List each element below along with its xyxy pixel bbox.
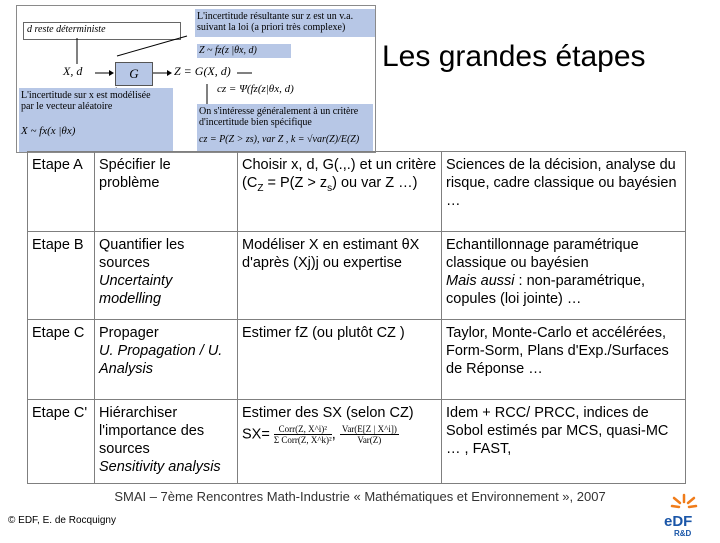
step-label: Etape C' — [28, 400, 95, 484]
step-applications: Taylor, Monte-Carlo et accélérées, Form-Sorm, Plans d'Exp./Surfaces de Réponse … — [442, 320, 686, 400]
step-label: Etape B — [28, 232, 95, 320]
sensitivity-index-label: SX= — [242, 426, 270, 443]
model-output: Z = G(X, d) — [174, 64, 231, 78]
cz-formula: cz = Ψ(fz(z|θx, d) — [217, 83, 294, 95]
table-row — [28, 232, 686, 320]
step-applications: Sciences de la décision, analyse du risque, cadre classique ou bayésien … — [442, 152, 686, 232]
logo-text: eDF — [664, 513, 693, 530]
fz-formula: Z ~ fz(z |θx, d) — [197, 44, 291, 58]
formula-variance: $\frac{\text{Var(E[Z | X\textasciicircum{}i])}}{\text{Var(Z)}}$ — [341, 424, 397, 445]
footer-text: SMAI – 7ème Rencontres Math-Industrie « Mathématiques et Environnement », 2007 — [114, 489, 606, 504]
step-method: Choisir x, d, G(.,.) et un critère ($C_Z = P(Z > z_s)$ ou var Z …) — [238, 152, 442, 232]
deterministic-label: d reste déterministe — [23, 22, 181, 40]
step-method: Modéliser X en estimant θX d'après (Xj)j ou expertise — [238, 232, 442, 320]
step-task: Spécifier le problème — [95, 152, 238, 232]
step-task: Quantifier les sources Uncertainty modelling — [95, 232, 238, 320]
uncertainty-diagram — [16, 5, 376, 153]
model-g-box: G — [115, 62, 153, 86]
formula-correlation: $\frac{\text{Corr(Z, X\textasciicircum{}i)²}}{\text{Σ Corr(Z, X\textasciicircum{}k)²}}$ — [273, 424, 332, 445]
step-task: Propager U. Propagation / U. Analysis — [95, 320, 238, 400]
copyright: © EDF, E. de Rocquigny — [8, 515, 116, 526]
step-method: Estimer des SX (selon CZ) SX= $\frac{\text{Corr(Z, X\textasciicircum{}i)²}}{\text{Σ Corr(Z, X\textasciicircum{}k)²}}$ , $\frac{\text{Var(E[Z | X\textasciicircum{}i])}}{\text{Var(Z)}}$ — [238, 400, 442, 484]
steps-table — [27, 151, 686, 484]
edf-logo — [660, 493, 710, 538]
logo-subtext: R&D — [674, 529, 692, 538]
table-row — [28, 320, 686, 400]
table-row — [28, 152, 686, 232]
table-row — [28, 400, 686, 484]
resulting-uncertainty-box: L'incertitude résultante sur z est un v.a. suivant la loi (a priori très complexe) — [195, 9, 375, 37]
step-label: Etape C — [28, 320, 95, 400]
step-task: Hiérarchiser l'importance des sources Sensitivity analysis — [95, 400, 238, 484]
input-uncertainty-box: L'incertitude sur x est modélisée par le vecteur aléatoire X ~ fx(x |θx) — [19, 88, 173, 152]
criterion-box: On s'intéresse généralement à un critère d'incertitude bien spécifique cz = P(Z > zs), var Z , k = √var(Z)/E(Z) — [197, 104, 373, 152]
input-xd: X, d — [63, 64, 83, 78]
step-applications: Idem + RCC/ PRCC, indices de Sobol estimés par MCS, quasi-MC … , FAST, — [442, 400, 686, 484]
page-title: Les grandes étapes — [382, 40, 646, 73]
step-method: Estimer fZ (ou plutôt CZ ) — [238, 320, 442, 400]
step-label: Etape A — [28, 152, 95, 232]
step-applications: Echantillonnage paramétrique classique ou bayésien Mais aussi : non-paramétrique, copules (loi jointe) … — [442, 232, 686, 320]
